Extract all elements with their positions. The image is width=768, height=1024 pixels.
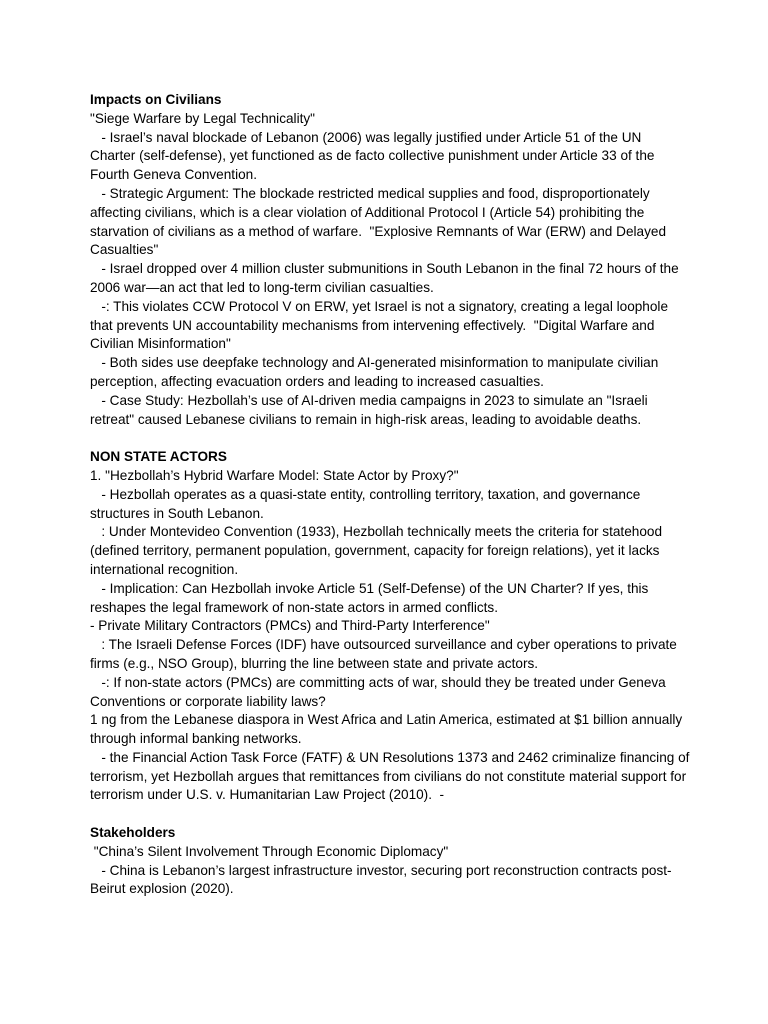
paragraph: - Implication: Can Hezbollah invoke Article 51 (Self-Defense) of the UN Charter? If yes, this reshapes the legal framework of non-state actors in armed conflicts. bbox=[90, 580, 653, 615]
section-heading: NON STATE ACTORS bbox=[90, 449, 227, 465]
paragraph: -: This violates CCW Protocol V on ERW, yet Israel is not a signatory, creating a legal loophole that prevents UN accountability mechanisms from intervening effectively. "Digital Warfare and Civilian Misinformation" bbox=[90, 298, 672, 352]
paragraph: : Under Montevideo Convention (1933), Hezbollah technically meets the criteria for statehood (defined territory, permanent population, government, capacity for foreign relations), yet it lacks international recognition. bbox=[90, 524, 666, 577]
paragraph: - Case Study: Hezbollah’s use of AI-driven media campaigns in 2023 to simulate an "Israeli retreat" caused Lebanese civilians to remain in high-risk areas, leading to avoidable deaths. bbox=[90, 392, 652, 427]
section-stakeholders bbox=[90, 824, 690, 899]
paragraph: - Israel’s naval blockade of Lebanon (2006) was legally justified under Article 51 of the UN Charter (self-defense), yet functioned as de facto collective punishment under Article 33 of the Fourth Geneva Convention. bbox=[90, 129, 659, 183]
section-heading: Stakeholders bbox=[90, 825, 176, 841]
section-non-state-actors bbox=[90, 448, 694, 805]
paragraph: - Strategic Argument: The blockade restricted medical supplies and food, disproportionately affecting civilians, which is a clear violation of Additional Protocol I (Article 54) prohibiting the starvation of civilians as a method of warfare. "Explosive Remnants of War (ERW) and Delayed Casualties" bbox=[90, 185, 670, 258]
paragraph: - Both sides use deepfake technology and AI-generated misinformation to manipulate civilian perception, affecting evacuation orders and leading to increased casualties. bbox=[90, 355, 663, 389]
paragraph: "China’s Silent Involvement Through Economic Diplomacy" bbox=[90, 843, 449, 859]
paragraph: "Siege Warfare by Legal Technicality" bbox=[90, 110, 315, 126]
paragraph: - Israel dropped over 4 million cluster submunitions in South Lebanon in the final 72 hours of the 2006 war—an act that led to long-term civilian casualties. bbox=[90, 261, 683, 295]
paragraph: -: If non-state actors (PMCs) are committing acts of war, should they be treated under Geneva Conventions or corporate liability laws? bbox=[90, 674, 670, 709]
document-page bbox=[90, 91, 694, 918]
paragraph: - the Financial Action Task Force (FATF) & UN Resolutions 1373 and 2462 criminalize financing of terrorism, yet Hezbollah argues that remittances from civilians do not constitute material support for terrorism under U.S. v. Humanitarian Law Project (2010). - bbox=[90, 749, 694, 803]
paragraph: : The Israeli Defense Forces (IDF) have outsourced surveillance and cyber operations to private firms (e.g., NSO Group), blurring the line between state and private actors. bbox=[90, 637, 681, 671]
paragraph: - China is Lebanon’s largest infrastructure investor, securing port reconstruction contracts post-Beirut explosion (2020). bbox=[90, 862, 672, 897]
paragraph: 1. "Hezbollah’s Hybrid Warfare Model: State Actor by Proxy?" bbox=[90, 467, 459, 483]
section-heading: Impacts on Civilians bbox=[90, 92, 222, 107]
paragraph: - Private Military Contractors (PMCs) and Third-Party Interference" bbox=[90, 618, 490, 634]
paragraph: - Hezbollah operates as a quasi-state entity, controlling territory, taxation, and governance structures in South Lebanon. bbox=[90, 486, 645, 521]
paragraph: 1 ng from the Lebanese diaspora in West Africa and Latin America, estimated at $1 billion annually through informal banking networks. bbox=[90, 712, 686, 747]
section-impacts-on-civilians bbox=[90, 91, 690, 429]
